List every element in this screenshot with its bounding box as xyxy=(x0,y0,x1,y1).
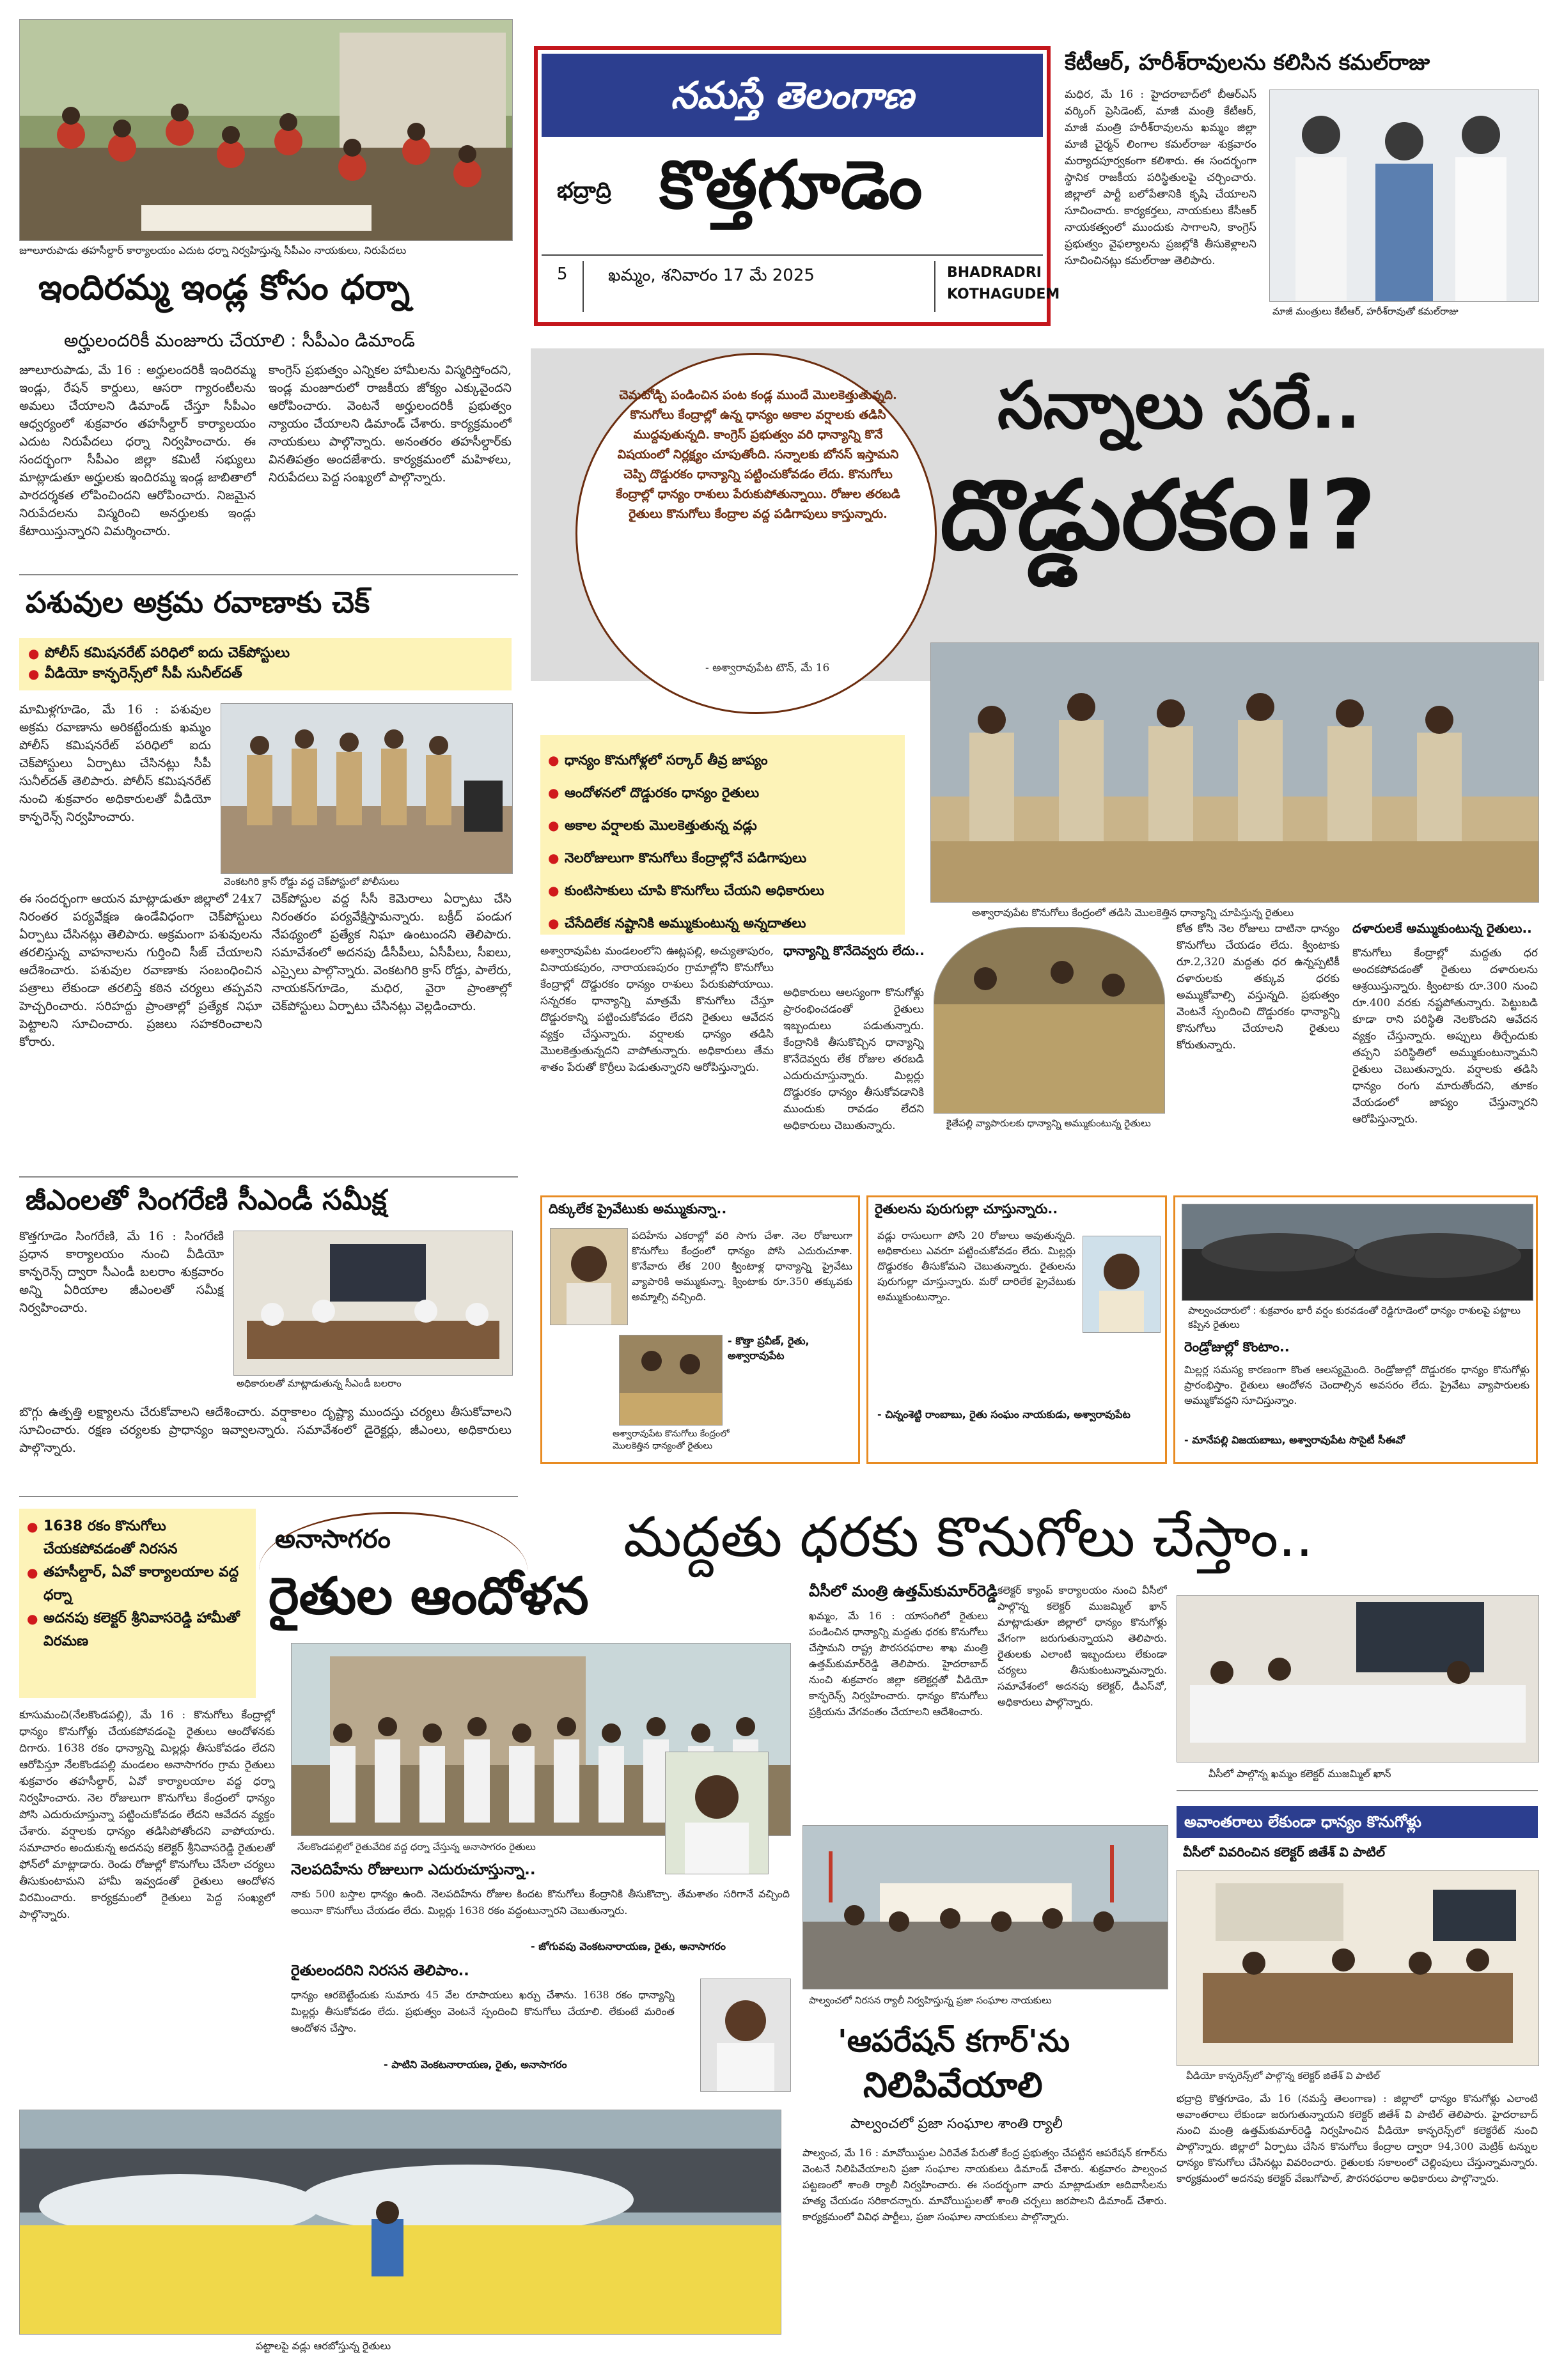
cattle-body-a: మామిళ్లగూడెం, మే 16 : పశువుల అక్రమ రవాణాను అరికట్టేందుకు ఖమ్మం పోలీస్ కమిషనరేట్ పరిధిలో ఐదు చెక్‌పోస్టులు ఏర్పాటు చేసినట్లు సీపీ సునీల్‌దత్ తెలిపారు. పోలీస్ కమిషనరేట్ నుంచి శుక్రవారం అధికారులతో వీడియో కాన్ఫరెన్స్ నిర్వహించారు. xyxy=(19,703,211,824)
anasagaram-sub1: నెలపదిహేను రోజులుగా ఎదురుచూస్తున్నా.. xyxy=(291,1862,536,1878)
paddy-intro-circle xyxy=(575,353,937,714)
masthead-brand: నమస్తే తెలంగాణ xyxy=(671,74,914,117)
quote3-title: రెండ్రోజుల్లో కొంటాం.. xyxy=(1184,1339,1290,1355)
paddy-bullet: ● అకాల వర్షాలకు మొలకెత్తుతున్న వడ్లు xyxy=(548,809,897,842)
divider xyxy=(19,1176,518,1178)
edition-en-2: KOTHAGUDEM xyxy=(947,286,1060,302)
trader-photo-caption: కైతేపల్లి వ్యాపారులకు ధాన్యాన్ని అమ్ముకుంటున్న రైతులు xyxy=(946,1117,1151,1129)
masthead-small: భద్రాద్రి xyxy=(557,178,611,203)
singareni-headline: జీఎంలతో సింగరేణి సీఎండీ సమీక్ష xyxy=(26,1184,387,1217)
quote-box-2 xyxy=(866,1195,1167,1464)
singareni-meeting-photo xyxy=(233,1231,513,1376)
sprouted-grain-photo xyxy=(619,1335,723,1426)
anasagaram-bullet: ● 1638 రకం కొనుగోలు చేయకపోవడంతో నిరసన xyxy=(27,1515,248,1561)
meeting-body: మధిర, మే 16 : హైదరాబాద్‌లో బీఆర్ఎస్ వర్కింగ్ ప్రెసిడెంట్, మాజీ మంత్రి కేటీఆర్, మాజీ మంత్రి హరీశ్‌రావులను ఖమ్మం జిల్లా మాజీ చైర్మన్ లింగాల కమల్‌రాజు శుక్రవారం మర్యాదపూర్వకంగా కలిశారు. ఈ సందర్భంగా స్థానిక రాజకీయ పరిస్థితులపై చర్చించారు. జిల్లాలో పార్టీ బలోపేతానికి కృషి చేయాలని సూచించారు. కార్యకర్తలు, నాయకులు కేసీఆర్ నాయకత్వంలో ముందుకు సాగాలని, కాంగ్రెస్ ప్రభుత్వం వైఫల్యాలను ప్రజల్లోకి తీసుకెళ్లాలని సూచించినట్లు కమల్‌రాజు తెలిపారు. xyxy=(1065,88,1256,267)
dharna-photo xyxy=(19,19,513,241)
masthead-sep-1 xyxy=(583,261,584,312)
paddy-headline-1: సన్నాలు సరే.. xyxy=(998,368,1361,444)
rythu-vedika-caption: నేలకొండపల్లిలో రైతువేదిక వద్ద ధర్నా చేస్తున్న అనాసాగరం రైతులు xyxy=(297,1841,536,1853)
vc-meeting-photo xyxy=(1177,1595,1539,1762)
vc-photo-caption: వీసీలో పాల్గొన్న ఖమ్మం కలెక్టర్ ముజమ్మిల్ ఖాన్ xyxy=(1209,1768,1391,1780)
cattle-bullet-1: ● పోలీస్ కమిషనరేట్ పరిధిలో ఐదు చెక్‌పోస్టులు xyxy=(28,643,503,664)
collector-headline-band xyxy=(1177,1806,1538,1838)
paddy-bullet: ● ఆందోళనలో దొడ్డురకం ధాన్యం రైతులు xyxy=(548,777,897,809)
collector-headline: అవాంతరాలు లేకుండా ధాన్యం కొనుగోళ్లు xyxy=(1184,1813,1421,1831)
collector-photo-caption: వీడియో కాన్ఫరెన్స్‌లో పాల్గొన్న కలెక్టర్ జితేశ్ వి పాటిల్ xyxy=(1186,2070,1381,2081)
kagar-body: పాల్వంచ, మే 16 : మావోయిస్టుల ఏరివేత పేరుతో కేంద్ర ప్రభుత్వం చేపట్టిన ఆపరేషన్ కగార్‌ను వెంటనే నిలిపివేయాలని ప్రజా సంఘాల నాయకులు డిమాండ్ చేశారు. శుక్రవారం పాల్వంచ పట్టణంలో శాంతి ర్యాలీ నిర్వహించారు. ఈ సందర్భంగా వారు మాట్లాడుతూ ఆదివాసీలను హత్య చేయడం సరికాదన్నారు. మావోయిస్టులతో శాంతి చర్చలు జరపాలని డిమాండ్ చేశారు. కార్యక్రమంలో వివిధ పార్టీలు, ప్రజా సంఘాల నాయకులు పాల్గొన్నారు. xyxy=(802,2147,1167,2223)
paddy-bullet: ● ధాన్యం కొనుగోళ్లలో సర్కార్ తీవ్ర జాప్యం xyxy=(548,744,897,777)
paddy-bullet: ● చేసేదిలేక నష్టానికి అమ్ముకుంటున్న అన్నదాతలు xyxy=(548,907,897,940)
paddy-dateline: - అశ్వారావుపేట టౌన్, మే 16 xyxy=(705,662,830,674)
masthead-district: కొత్తగూడెం xyxy=(659,146,923,224)
paddy-bullet-box xyxy=(540,735,905,935)
divider xyxy=(19,1496,518,1497)
anasagaram-sub2-body: ధాన్యం ఆరబెట్టేందుకు సుమారు 45 వేల రూపాయలు ఖర్చు చేశాను. 1638 రకం ధాన్యాన్ని మిల్లర్లు తీసుకోవడం లేదు. ప్రభుత్వం వెంటనే స్పందించి కొనుగోలు చేయాలి. లేకుంటే మరింత ఆందోళన చేస్తాం. xyxy=(291,1989,675,2034)
paddy-headline-2: దొడ్డురకం!? xyxy=(940,460,1377,572)
paddy-body-col3: కోత కోసి నెల రోజులు దాటినా ధాన్యం కొనుగోలు చేయడం లేదు. క్వింటాకు రూ.2,320 మద్దతు ధర ఉన్నప్పటికీ దళారులకు తక్కువ ధరకు అమ్ముకోవాల్సి వస్తున్నది. ప్రభుత్వం వెంటనే స్పందించి దొడ్డురకం ధాన్యాన్ని కొనుగోలు చేయాలని రైతులు కోరుతున్నారు. xyxy=(1177,922,1340,1052)
ktr-photo-caption: మాజీ మంత్రులు కేటీఆర్, హరీశ్‌రావుతో కమల్‌రాజు xyxy=(1272,306,1459,317)
paddy-bullet: ● కుంటిసాకులు చూపి కొనుగోలు చేయని అధికారులు xyxy=(548,875,897,907)
support-price-headline: మద్దతు ధరకు కొనుగోలు చేస్తాం.. xyxy=(623,1505,1313,1569)
support-price-col1: ఖమ్మం, మే 16 : యాసంగిలో రైతులు పండించిన ధాన్యాన్ని మద్దతు ధరకు కొనుగోలు చేస్తామని రాష్ట్ర పౌరసరఫరాల శాఖ మంత్రి ఉత్తమ్‌కుమార్‌రెడ్డి తెలిపారు. హైదరాబాద్ నుంచి శుక్రవారం జిల్లా కలెక్టర్లతో వీడియో కాన్ఫరెన్స్ నిర్వహించారు. ధాన్యం కొనుగోలు ప్రక్రియను వేగవంతం చేయాలని ఆదేశించారు. xyxy=(809,1610,988,1718)
anasagaram-headline: రైతుల ఆందోళన xyxy=(269,1566,589,1626)
cattle-body-c: చెక్‌పోస్టుల వద్ద సీసీ కెమెరాలు ఏర్పాటు చేసి నిరంతరం పర్యవేక్షిస్తామన్నారు. బక్రీద్ పండుగ నేపథ్యంలో ప్రత్యేక నిఘా ఉంటుందని తెలిపారు. సమావేశంలో అదనపు డీసీపీలు, ఏసీపీలు, సీఐలు, ఎస్సైలు పాల్గొన్నారు. వెంకటగిరి క్రాస్ రోడ్డు, పాలేరు, నాయకన్‌గూడెం, మధిర, వైరా ప్రాంతాల్లో చెక్‌పోస్టులు ఏర్పాటు చేసినట్లు వెల్లడించారు. xyxy=(272,892,512,1013)
quote-box-3 xyxy=(1173,1195,1538,1464)
anasagaram-kicker: అనాసాగరం xyxy=(275,1525,391,1554)
indiramma-body-col2: కాంగ్రెస్ ప్రభుత్వం ఎన్నికల హామీలను విస్మరిస్తోందని, ఇండ్ల మంజూరులో రాజకీయ జోక్యం ఎక్కువైందని ఆరోపించారు. వెంటనే అర్హులందరికీ ప్రభుత్వం న్యాయం చేయాలని డిమాండ్ చేశారు. కార్యక్రమంలో నాయకులు పాల్గొన్నారు. అనంతరం తహసీల్దార్‌కు వినతిపత్రం అందజేశారు. కార్యక్రమంలో మహిళలు, నిరుపేదలు పెద్ద సంఖ్యలో పాల్గొన్నారు. xyxy=(269,363,512,485)
divider xyxy=(19,574,518,575)
anasagaram-bullet: ● అదనపు కలెక్టర్ శ్రీనివాసరెడ్డి హామీతో విరమణ xyxy=(27,1607,248,1653)
farmer-portrait-4 xyxy=(700,1979,791,2092)
quote1-sign: - కొత్తా ప్రవీణ్, రైతు, అశ్వారావుపేట xyxy=(728,1335,810,1362)
collector-vc-photo xyxy=(1177,1870,1539,2066)
quote3-sign: - మానేపల్లి విజయబాబు, అశ్వారావుపేట సొసైటీ సీఈవో xyxy=(1184,1434,1405,1446)
masthead-blue-band xyxy=(542,54,1043,137)
kagar-photo-caption: పాల్వంచలో నిరసన ర్యాలీ నిర్వహిస్తున్న ప్రజా సంఘాల నాయకులు xyxy=(809,1995,1052,2006)
cattle-bullet-box xyxy=(19,638,512,690)
paddy-body-col2: అధికారులు ఆలస్యంగా కొనుగోళ్లు ప్రారంభించడంతో రైతులు ఇబ్బందులు పడుతున్నారు. కేంద్రానికి తీసుకొచ్చిన ధాన్యాన్ని కొనేదెవ్వరు లేక రోజుల తరబడి ఎదురుచూస్తున్నారు. మిల్లర్లు దొడ్డురకం ధాన్యం తీసుకోవడానికి ముందుకు రావడం లేదని అధికారులు చెబుతున్నారు. xyxy=(783,986,924,1132)
singareni-body-a: కొత్తగూడెం సింగరేణి, మే 16 : సింగరేణి ప్రధాన కార్యాలయం నుంచి వీడియో కాన్ఫరెన్స్ ద్వారా సీఎండీ బలరాం శుక్రవారం అన్ని ఏరియాల జీఎంలతో సమీక్ష నిర్వహించారు. xyxy=(19,1229,224,1315)
indiramma-subhead: అర్హులందరికీ మంజూరు చేయాలి : సీపీఎం డిమాండ్ xyxy=(64,330,415,351)
dateline: ఖమ్మం, శనివారం 17 మే 2025 xyxy=(608,266,815,285)
farmers-photo-caption: అశ్వారావుపేట కొనుగోలు కేంద్రంలో తడిసి మొలకెత్తిన ధాన్యాన్ని చూపిస్తున్న రైతులు xyxy=(972,906,1294,919)
dharna-photo-caption: జూలూరుపాడు తహసీల్దార్ కార్యాలయం ఎదుట ధర్నా నిర్వహిస్తున్న సీపీఎం నాయకులు, నిరుపేదలు xyxy=(19,244,407,256)
anasagaram-sub2-sign: - పాటిని వెంకటనారాయణ, రైతు, అనాసాగరం xyxy=(384,2058,567,2071)
paddy-subhead-2: ధాన్యాన్ని కొనేదెవ్వరు లేదు.. xyxy=(783,943,925,958)
quote1-photo-caption: అశ్వారావుపేట కొనుగోలు కేంద్రంలో మొలకెత్తిన ధాన్యంతో రైతులు xyxy=(613,1429,730,1451)
divider xyxy=(1177,1790,1538,1791)
farmer-portrait-3 xyxy=(665,1752,769,1874)
cattle-bullet-2: ● వీడియో కాన్ఫరెన్స్‌లో సీపీ సునీల్‌దత్ xyxy=(28,664,503,684)
edition-en-1: BHADRADRI xyxy=(947,265,1042,281)
anasagaram-sub2: రైతులందరిని నిరసన తెలిపాం.. xyxy=(291,1963,469,1979)
quote2-body: వడ్లు రాసులుగా పోసి 20 రోజులు అవుతున్నది. అధికారులు ఎవరూ పట్టించుకోవడం లేదు. మిల్లర్లు దొడ్డురకం తీసుకోమని చెబుతున్నారు. రైతులను పురుగుల్లా చూస్తున్నారు. మరో దారిలేక ప్రైవేటుకు అమ్ముకుంటున్నాం. xyxy=(877,1229,1076,1303)
anasagaram-sub1-sign: - జోగువపు వెంకటనారాయణ, రైతు, అనాసాగరం xyxy=(531,1940,726,1952)
quote1-body: పదిహేను ఎకరాల్లో వరి సాగు చేశా. నెల రోజులుగా కొనుగోలు కేంద్రంలో ధాన్యం పోసి ఎదురుచూశా. కొనేవారు లేక 200 క్వింటాళ్ల ధాన్యాన్ని ప్రైవేటు వ్యాపారికి అమ్ముకున్నా. క్వింటాకు రూ.350 తక్కువకు అమ్మాల్సి వచ్చింది. xyxy=(632,1229,852,1303)
kagar-headline-2: నిలిపివేయాలి xyxy=(863,2065,1043,2105)
anasagaram-bullet: ● తహసీల్దార్, ఏవో కార్యాలయాల వద్ద ధర్నా xyxy=(27,1561,248,1607)
quote1-title: దిక్కులేక ప్రైవేటుకు అమ్ముకున్నా.. xyxy=(549,1201,727,1217)
quote3-photo-caption: పాల్వంచదారులో : శుక్రవారం భారీ వర్షం కురవడంతో రెడ్డిగూడెంలో ధాన్యం రాశులపై పట్టాలు కప్పిన రైతులు xyxy=(1188,1305,1521,1330)
kagar-rally-photo xyxy=(802,1825,1168,1989)
paddy-body-col1: అశ్వారావుపేట మండలంలోని ఊట్లపల్లి, అచ్యుతాపురం, వినాయకపురం, నారాయణపురం గ్రామాల్లోని కొనుగోలు కేంద్రాల్లో దొడ్డురకం ధాన్యం రాశులు పేరుకుపోయాయి. సన్నరకం ధాన్యాన్ని మాత్రమే కొనుగోలు చేస్తూ దొడ్డురకాన్ని పట్టించుకోవడం లేదని రైతులు ఆవేదన వ్యక్తం చేస్తున్నారు. వర్షాలకు ధాన్యం తడిసి మొలకెత్తుతున్నదని వాపోతున్నారు. అధికారులు తేమ శాతం పేరుతో కొర్రీలు పెడుతున్నారని ఆరోపిస్తున్నారు. xyxy=(540,945,774,1074)
ktr-meeting-photo xyxy=(1269,89,1539,302)
police-checkpost-photo xyxy=(221,703,513,874)
drying-paddy-caption: పట్టాలపై వడ్లు ఆరబోస్తున్న రైతులు xyxy=(256,2340,391,2352)
farmer-portrait-2 xyxy=(1083,1236,1161,1333)
support-price-col2: కలెక్టర్ క్యాంప్ కార్యాలయం నుంచి వీసీలో పాల్గొన్న కలెక్టర్ ముజమ్మిల్ ఖాన్ మాట్లాడుతూ జిల్లాలో ధాన్యం కొనుగోళ్లు వేగంగా జరుగుతున్నాయని తెలిపారు. రైతులకు ఎలాంటి ఇబ్బందులు లేకుండా చర్యలు తీసుకుంటున్నామన్నారు. సమావేశంలో అదనపు కలెక్టర్, డీఎస్‌వో, అధికారులు పాల్గొన్నారు. xyxy=(998,1584,1167,1708)
page-number: 5 xyxy=(557,265,568,284)
kagar-subhead: పాల్వంచలో ప్రజా సంఘాల శాంతి ర్యాలీ xyxy=(850,2116,1063,2132)
farmer-portrait-1 xyxy=(550,1228,628,1325)
trader-paddy-photo xyxy=(934,927,1165,1114)
quote2-title: రైతులను పురుగుల్లా చూస్తున్నారు.. xyxy=(875,1201,1058,1217)
masthead xyxy=(534,46,1060,326)
collector-body: భద్రాద్రి కొత్తగూడెం, మే 16 (నమస్తే తెలంగాణ) : జిల్లాలో ధాన్యం కొనుగోళ్లు ఎలాంటి అవాంతరాలు లేకుండా జరుగుతున్నాయని కలెక్టర్ జితేశ్ వి పాటిల్ తెలిపారు. హైదరాబాద్ నుంచి మంత్రి ఉత్తమ్‌కుమార్‌రెడ్డి నిర్వహించిన వీడియో కాన్ఫరెన్స్‌లో కలెక్టరేట్ నుంచి పాల్గొన్నారు. జిల్లాలో ఏర్పాటు చేసిన కొనుగోలు కేంద్రాల ద్వారా 94,300 మెట్రిక్ టన్నుల ధాన్యం కొనుగోలు చేసినట్లు వివరించారు. రైతులకు సకాలంలో చెల్లింపులు చేస్తున్నామన్నారు. కార్యక్రమంలో అదనపు కలెక్టర్ వేణుగోపాల్, పౌరసరఫరాల అధికారులు పాల్గొన్నారు. xyxy=(1177,2092,1538,2184)
kagar-headline-1: 'ఆపరేషన్ కగార్'ను xyxy=(838,2023,1070,2059)
quote3-body: మిల్లర్ల సమస్య కారణంగా కొంత ఆలస్యమైంది. రెండ్రోజుల్లో దొడ్డురకం ధాన్యం కొనుగోళ్లు ప్రారంభిస్తాం. రైతులు ఆందోళన చెందాల్సిన అవసరం లేదు. ప్రైవేటు వ్యాపారులకు అమ్ముకోవద్దని సూచిస్తున్నాం. xyxy=(1184,1364,1530,1406)
meeting-headline: కేటీఆర్, హరీశ్‌రావులను కలిసిన కమల్‌రాజు xyxy=(1065,50,1430,75)
anasagaram-body: కూసుమంచి(నేలకొండపల్లి), మే 16 : కొనుగోలు కేంద్రాల్లో ధాన్యం కొనుగోళ్లు చేయకపోవడంపై రైతులు ఆందోళనకు దిగారు. 1638 రకం ధాన్యాన్ని మిల్లర్లు తీసుకోవడం లేదని ఆరోపిస్తూ నేలకొండపల్లి మండలం అనాసాగరం గ్రామ రైతులు శుక్రవారం తహసీల్దార్, ఏవో కార్యాలయాల వద్ద ధర్నా నిర్వహించారు. నెల రోజులుగా కొనుగోలు కేంద్రంలో ధాన్యం పోసి ఎదురుచూస్తున్నా పట్టించుకోవడం లేదని ఆవేదన వ్యక్తం చేశారు. వర్షాలకు ధాన్యం తడిసిపోతోందని వాపోయారు. సమాచారం అందుకున్న అదనపు కలెక్టర్ శ్రీనివాసరెడ్డి రైతులతో ఫోన్‌లో మాట్లాడారు. రెండు రోజుల్లో కొనుగోలు చేసేలా చర్యలు తీసుకుంటామని హామీ ఇవ్వడంతో రైతులు ఆందోళన విరమించారు. కార్యక్రమంలో రైతులు పెద్ద సంఖ్యలో పాల్గొన్నారు. xyxy=(19,1709,275,1921)
anasagaram-sub1-body: నాకు 500 బస్తాల ధాన్యం ఉంది. నెలపదిహేను రోజుల కిందట కొనుగోలు కేంద్రానికి తీసుకొచ్చా. తేమశాతం సరిగానే వచ్చింది అయినా కొనుగోలు చేయడం లేదు. మిల్లర్లు 1638 రకం వద్దంటున్నారని చెబుతున్నారు. xyxy=(291,1888,790,1917)
paddy-body-col4: కొనుగోలు కేంద్రాల్లో మద్దతు ధర అందకపోవడంతో రైతులు దళారులను ఆశ్రయిస్తున్నారు. క్వింటాకు రూ.300 నుంచి రూ.400 వరకు నష్టపోతున్నారు. పెట్టుబడి కూడా రాని పరిస్థితి నెలకొందని ఆవేదన వ్యక్తం చేస్తున్నారు. అప్పులు తీర్చేందుకు తప్పని పరిస్థితిలో అమ్ముకుంటున్నామని రైతులు చెబుతున్నారు. వర్షాలకు తడిసి ధాన్యం రంగు మారుతోందని, తూకం వేయడంలో జాప్యం చేస్తున్నారని ఆరోపిస్తున్నారు. xyxy=(1352,947,1538,1126)
police-photo-caption: వెంకటగిరి క్రాస్ రోడ్డు వద్ద చెక్‌పోస్టులో పోలీసులు xyxy=(224,876,400,887)
cattle-body-b: ఈ సందర్భంగా ఆయన మాట్లాడుతూ జిల్లాలో 24x7 నిరంతర పర్యవేక్షణ ఉండేవిధంగా చెక్‌పోస్టులు ఏర్పాటు చేసినట్లు తెలిపారు. అక్రమంగా పశువులను తరలిస్తున్న వాహనాలను గుర్తించి సీజ్ చేయాలని ఆదేశించారు. పశువుల రవాణాకు సంబంధించిన పత్రాలు లేకుండా తరలిస్తే కఠిన చర్యలు తప్పవని హెచ్చరించారు. సరిహద్దు ప్రాంతాల్లో ప్రత్యేక నిఘా పెట్టాలని సూచించారు. ప్రజలు సహకరించాలని కోరారు. xyxy=(19,892,262,1049)
singareni-body-b: బొగ్గు ఉత్పత్తి లక్ష్యాలను చేరుకోవాలని ఆదేశించారు. వర్షాకాలం దృష్ట్యా ముందస్తు చర్యలు తీసుకోవాలని సూచించారు. రక్షణ చర్యలకు ప్రాధాన్యం ఇవ్వాలన్నారు. సమావేశంలో డైరెక్టర్లు, జీఎంలు, అధికారులు పాల్గొన్నారు. xyxy=(19,1405,512,1455)
collector-subhead: వీసీలో వివరించిన కలెక్టర్ జితేశ్ వి పాటిల్ xyxy=(1183,1844,1386,1860)
masthead-rule xyxy=(542,254,1043,256)
quote-box-1 xyxy=(540,1195,860,1464)
cattle-headline: పశువుల అక్రమ రవాణాకు చెక్ xyxy=(26,585,370,619)
quote2-sign: - చిన్నంశెట్టి రాంబాబు, రైతు సంఘం నాయకుడు, అశ్వారావుపేట xyxy=(877,1408,1131,1420)
drying-paddy-photo xyxy=(19,2110,781,2335)
anasagaram-bullet-box xyxy=(19,1509,256,1698)
masthead-sep-2 xyxy=(934,261,935,312)
indiramma-headline: ఇందిరమ్మ ఇండ్ల కోసం ధర్నా xyxy=(38,267,410,307)
tarpaulin-photo xyxy=(1182,1204,1533,1301)
indiramma-body-col1: జూలూరుపాడు, మే 16 : అర్హులందరికీ ఇందిరమ్మ ఇండ్లు, రేషన్ కార్డులు, ఆసరా గ్యారంటీలను అమలు చేయాలని డిమాండ్ చేస్తూ సీపీఎం ఆధ్వర్యంలో శుక్రవారం తహసీల్దార్ కార్యాలయం ఎదుట నిరుపేదలు ధర్నా నిర్వహించారు. ఈ సందర్భంగా సీపీఎం జిల్లా కమిటీ సభ్యులు మాట్లాడుతూ అర్హులకు ఇందిరమ్మ ఇండ్ల జాబితాలో పారదర్శకత లోపించిందని ఆరోపించారు. నిజమైన నిరుపేదలను విస్మరించి అనర్హులకు ఇండ్లు కేటాయిస్తున్నారని విమర్శించారు. xyxy=(19,363,256,538)
support-price-subhead: వీసీలో మంత్రి ఉత్తమ్‌కుమార్‌రెడ్డి xyxy=(809,1582,998,1600)
paddy-subhead-3: దళారులకే అమ్ముకుంటున్న రైతులు.. xyxy=(1352,921,1532,936)
paddy-intro-text: చెమటోడ్చి పండించిన పంట కండ్ల ముందే మొలకెత్తుతున్నది. కొనుగోలు కేంద్రాల్లో ఉన్న ధాన్యం అకాల వర్షాలకు తడిసి ముద్దవుతున్నది. కాంగ్రెస్ ప్రభుత్వం వరి ధాన్యాన్ని కొనే విషయంలో నిర్లక్ష్యం చూపుతోంది. సన్నాలకు బోనస్ ఇస్తామని చెప్పి దొడ్డురకం ధాన్యాన్ని పట్టించుకోవడం లేదు. కొనుగోలు కేంద్రాల్లో ధాన్యం రాశులు పేరుకుపోతున్నాయి. రోజుల తరబడి రైతులు కొనుగోలు కేంద్రాల వద్ద పడిగాపులు కాస్తున్నారు. xyxy=(616,388,900,521)
singareni-photo-caption: అధికారులతో మాట్లాడుతున్న సీఎండీ బలరాం xyxy=(237,1378,402,1389)
paddy-bullet: ● నెలరోజులుగా కొనుగోలు కేంద్రాల్లోనే పడిగాపులు xyxy=(548,842,897,875)
farmers-sprouted-paddy-photo xyxy=(930,642,1539,903)
